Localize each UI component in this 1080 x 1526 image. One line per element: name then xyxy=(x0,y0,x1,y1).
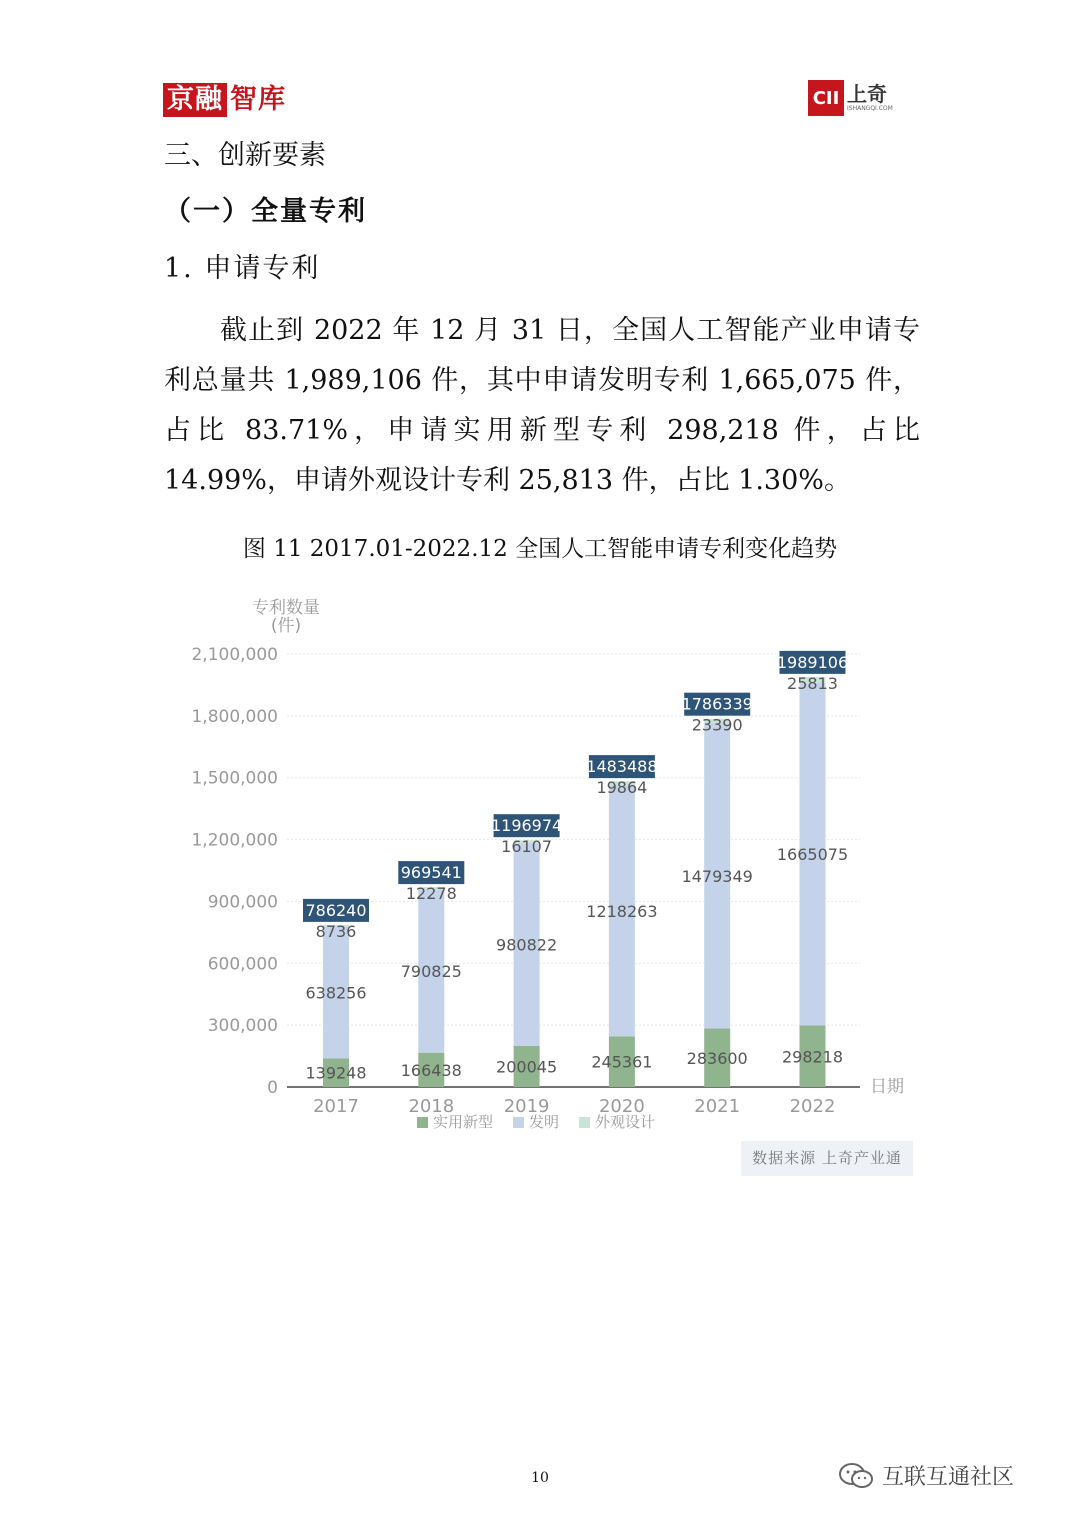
x-tick-label: 2022 xyxy=(789,1096,836,1117)
data-label-design: 16107 xyxy=(501,837,553,857)
jingrong-logo xyxy=(163,83,286,117)
data-label-invention: 1218263 xyxy=(586,901,658,921)
x-tick-label: 2020 xyxy=(598,1096,645,1117)
x-tick-label: 2017 xyxy=(313,1096,359,1117)
data-label-invention: 1665075 xyxy=(776,844,849,864)
figure-title: 图 11 2017.01-2022.12 全国人工智能申请专利变化趋势 xyxy=(242,536,838,562)
x-tick-label: 2021 xyxy=(694,1096,741,1117)
body-paragraph: 截止到 2022 年 12 月 31 日，全国人工智能产业申请专利总量共 1,989,106 件，其中申请发明专利 1,665,075 件，占比 83.71%，申请实用新型专利 298,218 件，占比 14.99%，申请外观设计专利 25,813 件，占比 1.30%。 xyxy=(164,315,920,496)
watermark-text: 互联互通社区 xyxy=(882,1465,1015,1490)
legend-swatch xyxy=(579,1117,590,1128)
item-title: 1. 申请专利 xyxy=(164,253,321,284)
data-label-invention: 980822 xyxy=(496,935,558,955)
logo-text: 智库 xyxy=(230,84,286,115)
subsection-title: （一）全量专利 xyxy=(164,196,367,227)
shangqi-logo-mark: CII xyxy=(808,80,844,116)
y-tick-label: 300,000 xyxy=(207,1016,278,1037)
source-note: 数据来源 上奇产业通 xyxy=(741,1141,913,1176)
data-label-design: 23390 xyxy=(691,715,743,735)
data-label-invention: 790825 xyxy=(400,962,462,982)
total-label: 1989106 xyxy=(776,652,849,672)
data-label-utility-model: 283600 xyxy=(686,1048,748,1068)
shangqi-logo-name: 上奇 xyxy=(847,82,887,106)
y-tick-label: 2,100,000 xyxy=(191,645,278,665)
shangqi-logo xyxy=(808,80,893,116)
total-label: 1196974 xyxy=(490,816,563,836)
legend-swatch xyxy=(513,1117,524,1128)
total-label: 1786339 xyxy=(681,694,753,714)
data-label-design: 12278 xyxy=(405,884,457,904)
logo-box-text: 京融 xyxy=(163,83,227,117)
x-tick-label: 2018 xyxy=(408,1096,455,1117)
legend-label: 实用新型 xyxy=(433,1113,494,1131)
data-label-invention: 1479349 xyxy=(681,867,753,887)
data-label-utility-model: 200045 xyxy=(496,1057,558,1077)
y-axis-label-line2: (件) xyxy=(270,616,302,636)
x-axis-label: 日期 xyxy=(870,1077,904,1097)
total-label: 1483488 xyxy=(586,757,658,777)
legend-label: 发明 xyxy=(529,1113,560,1131)
data-label-design: 25813 xyxy=(787,673,838,693)
data-label-utility-model: 245361 xyxy=(591,1052,653,1072)
section-title: 三、创新要素 xyxy=(164,140,326,171)
shangqi-logo-sub: ISHANGQI.COM xyxy=(847,105,893,112)
total-label: 969541 xyxy=(400,863,462,883)
data-label-utility-model: 166438 xyxy=(400,1060,462,1080)
data-label-invention: 638256 xyxy=(305,983,367,1003)
wechat-icon xyxy=(838,1462,874,1490)
data-label-design: 8736 xyxy=(315,921,357,941)
wechat-watermark xyxy=(838,1460,1014,1491)
legend-swatch xyxy=(417,1117,428,1128)
data-label-utility-model: 139248 xyxy=(305,1063,367,1083)
y-axis-label-line1: 专利数量 xyxy=(252,598,320,618)
x-tick-label: 2019 xyxy=(503,1096,550,1117)
data-label-design: 19864 xyxy=(596,778,648,798)
data-label-utility-model: 298218 xyxy=(781,1047,844,1067)
total-label: 786240 xyxy=(305,900,367,920)
patent-trend-chart xyxy=(180,590,920,1140)
y-tick-label: 600,000 xyxy=(207,954,278,975)
y-tick-label: 0 xyxy=(267,1078,278,1098)
y-tick-label: 1,800,000 xyxy=(191,706,278,727)
legend-label: 外观设计 xyxy=(595,1113,656,1131)
y-tick-label: 900,000 xyxy=(207,892,278,913)
y-tick-label: 1,200,000 xyxy=(191,830,278,851)
y-tick-label: 1,500,000 xyxy=(191,768,278,789)
page-number: 10 xyxy=(531,1470,549,1486)
